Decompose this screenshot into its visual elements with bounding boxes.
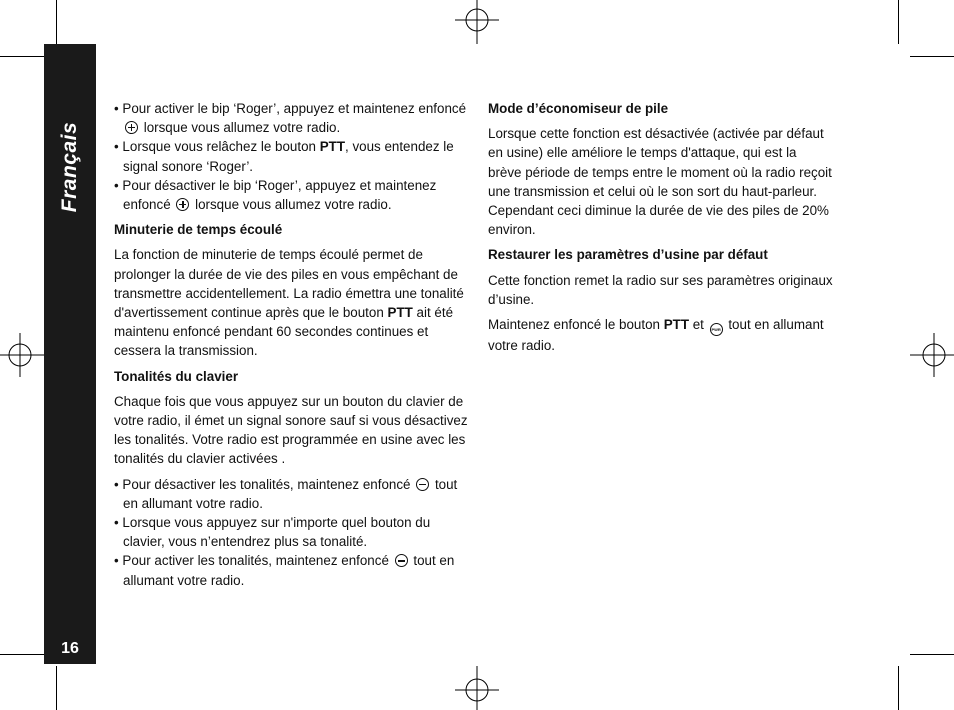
- crop-mark: [56, 0, 57, 44]
- timer-heading: Minuterie de temps écoulé: [114, 222, 283, 238]
- list-item: • Lorsque vous appuyez sur n'importe quel bouton du clavier, vous n’entendrez plus sa tonalité.: [114, 513, 469, 551]
- left-column: [114, 99, 469, 590]
- list-item: • Pour désactiver les tonalités, maintenez enfoncé tout en allumant votre radio.: [114, 475, 469, 513]
- crop-mark: [0, 56, 44, 57]
- reset-instruction: Maintenez enfoncé le bouton PTT et PWR tout en allumant votre radio.: [488, 317, 824, 354]
- reset-heading: Restaurer les paramètres d’usine par défaut: [488, 247, 768, 263]
- reset-paragraph: Cette fonction remet la radio sur ses paramètres originaux d’usine.: [488, 272, 833, 307]
- power-key-icon: PWR: [710, 323, 723, 336]
- keypad-heading: Tonalités du clavier: [114, 368, 239, 384]
- crop-mark: [0, 654, 44, 655]
- crop-mark: [910, 56, 954, 57]
- plus-key-icon: [176, 198, 189, 211]
- registration-mark-right: [910, 333, 954, 377]
- timer-paragraph: La fonction de minuterie de temps écoulé permet de prolonger la durée de vie des piles en vous empêchant de transmettre accidentellement. La radio émettra une tonalité d'avertissement continue après que le bouton PTT ait été maintenu enfoncé pendant 60 secondes continues et cessera la transmission.: [114, 247, 464, 359]
- right-column: [488, 99, 833, 355]
- registration-mark-top: [455, 0, 499, 44]
- registration-mark-bottom: [455, 666, 499, 710]
- list-item: • Pour activer le bip ‘Roger’, appuyez et maintenez enfoncé lorsque vous allumez votre radio.: [114, 99, 469, 137]
- crop-mark: [898, 666, 899, 710]
- list-item: • Pour activer les tonalités, maintenez enfoncé tout en allumant votre radio.: [114, 551, 469, 589]
- crop-mark: [910, 654, 954, 655]
- battery-heading: Mode d’économiseur de pile: [488, 101, 669, 116]
- page-number: 16: [61, 640, 79, 657]
- language-label: Français: [58, 121, 82, 213]
- list-item: • Lorsque vous relâchez le bouton PTT, vous entendez le signal sonore ‘Roger’.: [114, 137, 469, 175]
- battery-paragraph: Lorsque cette fonction est désactivée (activée par défaut en usine) elle améliore le temps d'attaque, qui est la brève période de temps entre le moment où la radio reçoit une transmission et celui où le son sort du haut-parleur. Cependant ceci diminue la durée de vie des piles de 20% environ.: [488, 126, 832, 238]
- language-sidebar: [44, 44, 96, 664]
- crop-mark: [56, 666, 57, 710]
- list-item: • Pour désactiver le bip ‘Roger’, appuyez et maintenez enfoncé lorsque vous allumez votre radio.: [114, 176, 469, 214]
- keypad-bullet-list: [114, 475, 469, 590]
- minus-key-icon: [395, 554, 408, 567]
- minus-key-icon: [416, 478, 429, 491]
- crop-mark: [898, 0, 899, 44]
- keypad-paragraph: Chaque fois que vous appuyez sur un bouton du clavier de votre radio, il émet un signal sonore sauf si vous désactivez les tonalités. Votre radio est programmée en usine avec les tonalités du clavier activées .: [114, 393, 468, 467]
- registration-mark-left: [0, 333, 44, 377]
- roger-bullet-list: [114, 99, 469, 214]
- plus-key-icon: [125, 121, 138, 134]
